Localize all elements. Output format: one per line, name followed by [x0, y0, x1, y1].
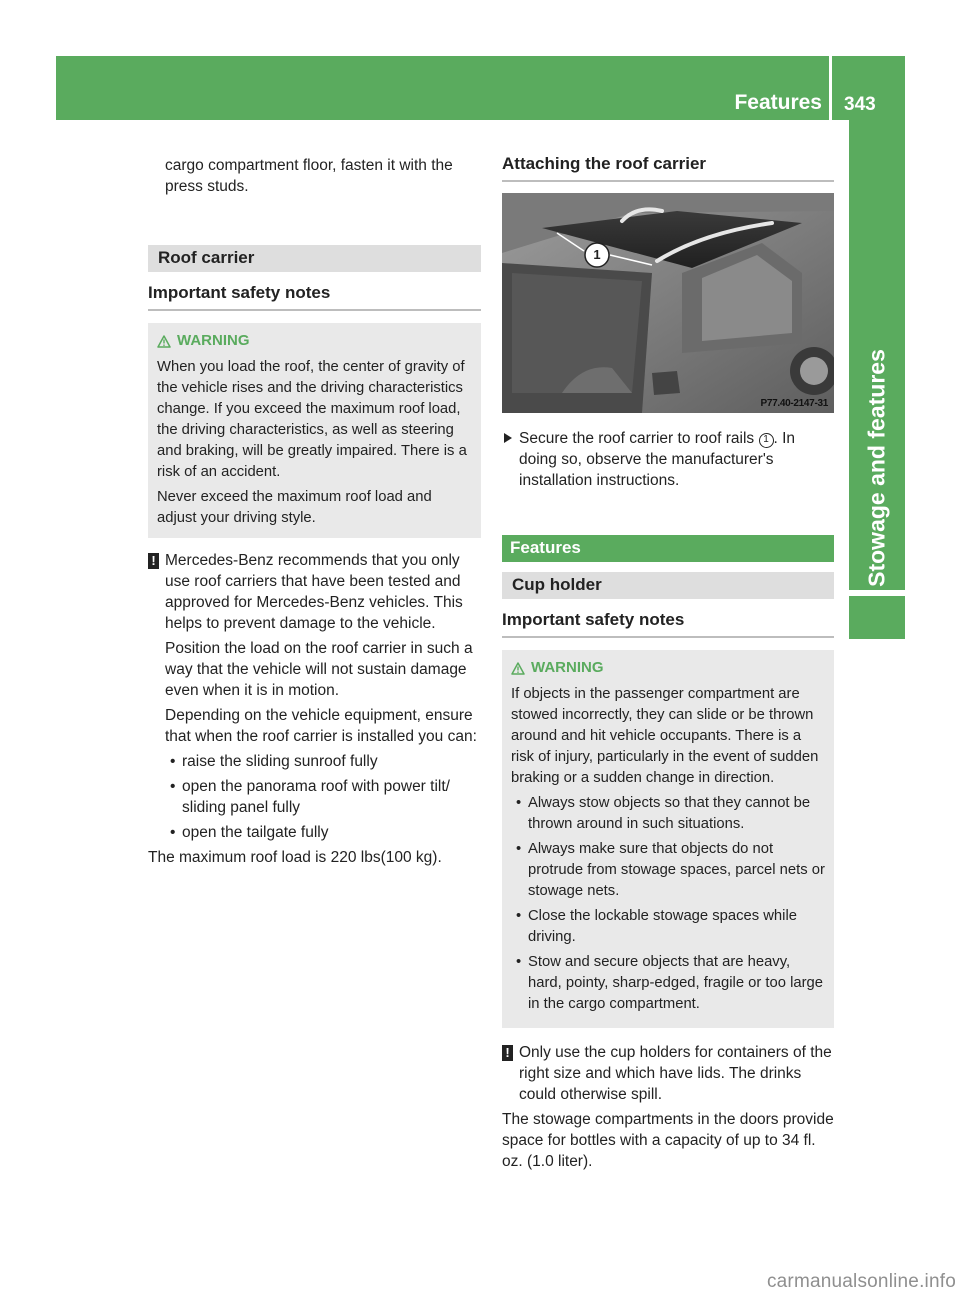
- list-item: • Stow and secure objects that are heavy, hard, pointy, sharp-edged, fragile or too large in the cargo compartment.: [511, 952, 825, 1015]
- step-text: . In doing so, observe the manufacturer's installation instructions.: [519, 430, 796, 489]
- spacer: [502, 562, 834, 572]
- list-item: • Always make sure that objects do not protrude from stowage spaces, parcel nets or stowage nets.: [511, 839, 825, 902]
- warning-title-text: WARNING: [531, 659, 604, 676]
- subheading-attaching-roof-carrier: Attaching the roof carrier: [502, 153, 834, 182]
- warning-triangle-icon: [511, 662, 525, 675]
- page-number: 343: [844, 94, 876, 115]
- note-text: Only use the cup holders for containers of the right size and which have lids. The drinks could otherwise spill.: [519, 1044, 832, 1103]
- closing-text: The stowage compartments in the doors provide space for bottles with a capacity of up to 34 fl. oz. (1.0 liter).: [502, 1111, 834, 1170]
- spacer: [148, 197, 481, 245]
- watermark: carmanualsonline.info: [766, 1271, 956, 1292]
- side-tab-marker: [849, 596, 905, 639]
- instruction-step: [502, 428, 834, 491]
- list-item: • open the panorama roof with power tilt/ sliding panel fully: [165, 776, 481, 818]
- warning-box: [148, 323, 481, 538]
- image-reference-code: P77.40-2147-31: [760, 398, 828, 409]
- subheading-safety-notes: Important safety notes: [148, 282, 481, 311]
- vehicle-roof-rails-illustration: [502, 193, 834, 413]
- subheading-safety-notes: Important safety notes: [502, 609, 834, 638]
- list-item: • Close the lockable stowage spaces while driving.: [511, 906, 825, 948]
- spacer: [502, 491, 834, 535]
- step-arrow-icon: [504, 433, 512, 443]
- bullet-list: [165, 751, 481, 843]
- exclamation-icon: !: [148, 553, 159, 569]
- list-item: • Always stow objects so that they cannot be thrown around in such situations.: [511, 793, 825, 835]
- header-section-title: Features: [734, 91, 822, 114]
- note-block: [502, 1042, 834, 1105]
- note-text: Mercedes-Benz recommends that you only use roof carriers that have been tested and approved for Mercedes-Benz vehicles. This helps to prevent damage to the vehicle.: [165, 552, 463, 632]
- left-column: [148, 155, 481, 868]
- note-text: Depending on the vehicle equipment, ensure that when the roof carrier is installed you can:: [165, 707, 477, 745]
- section-title-cup-holder: Cup holder: [502, 572, 834, 599]
- max-roof-load-text: The maximum roof load is 220 lbs(100 kg).: [148, 849, 442, 866]
- note-text: Position the load on the roof carrier in such a way that the vehicle will not sustain damage even when it is in motion.: [165, 640, 473, 699]
- warning-box: [502, 650, 834, 1028]
- exclamation-icon: !: [502, 1045, 513, 1061]
- section-title-roof-carrier: Roof carrier: [148, 245, 481, 272]
- bullet-list: [511, 793, 825, 1015]
- intro-text: cargo compartment floor, fasten it with the press studs.: [165, 157, 453, 195]
- step-text: Secure the roof carrier to roof rails: [519, 430, 759, 447]
- right-column: [502, 153, 834, 1172]
- warning-title: [157, 331, 472, 351]
- list-item: • open the tailgate fully: [165, 822, 481, 843]
- warning-text: Never exceed the maximum roof load and adjust your driving style.: [157, 489, 432, 526]
- note-block: [148, 550, 481, 843]
- roof-carrier-photo: [502, 193, 834, 413]
- callout-1-icon: 1: [759, 433, 774, 448]
- warning-title: [511, 658, 825, 678]
- callout-number: 1: [593, 247, 601, 262]
- section-title-features: Features: [502, 535, 834, 562]
- side-tab-label: Stowage and features: [863, 349, 890, 587]
- warning-text: If objects in the passenger compartment are stowed incorrectly, they can slide or be thrown around and hit vehicle occupants. There is a risk of injury, particularly in the event of sudden braking or a sudden change in direction.: [511, 686, 819, 786]
- header-divider: [829, 56, 832, 120]
- list-item: • raise the sliding sunroof fully: [165, 751, 481, 772]
- warning-title-text: WARNING: [177, 332, 250, 349]
- warning-triangle-icon: [157, 335, 171, 348]
- warning-text: When you load the roof, the center of gravity of the vehicle rises and the driving characteristics change. If you exceed the maximum roof load, the driving characteristics, as well as steering and braking, will be greatly impaired. There is a risk of an accident.: [157, 359, 467, 480]
